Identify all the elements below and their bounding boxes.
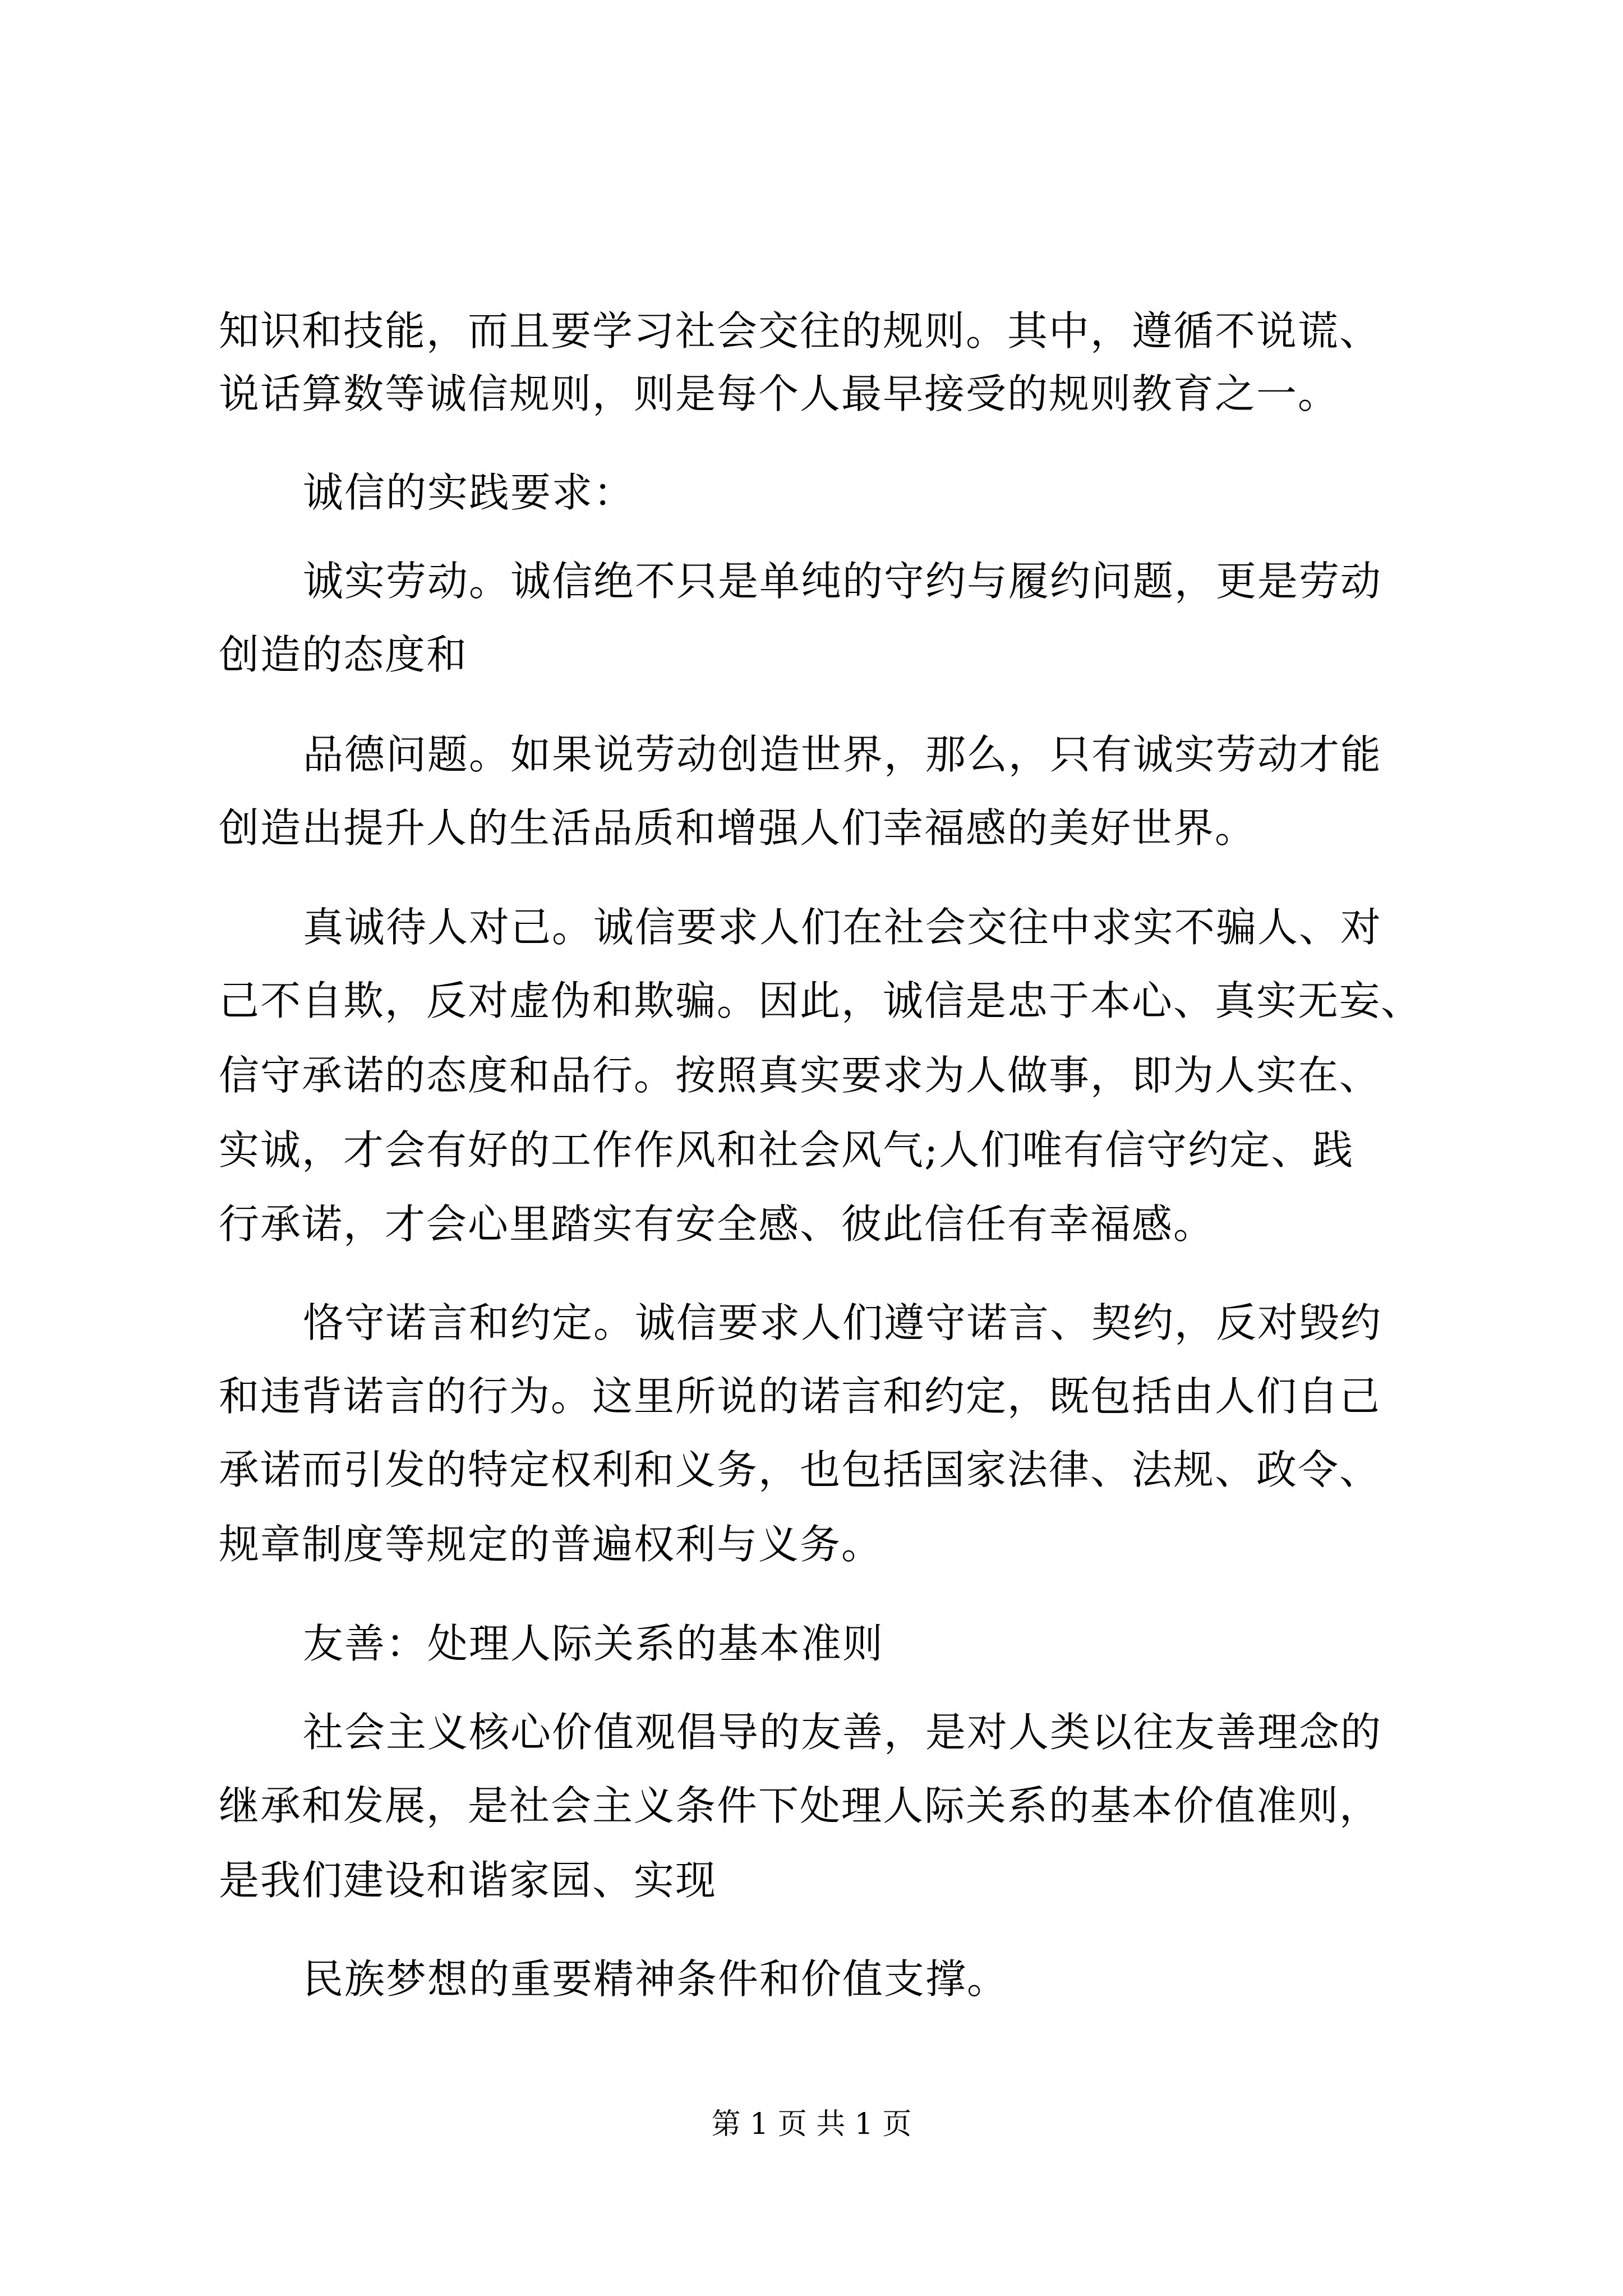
section-heading: 友善：处理人际关系的基本准则 — [303, 1620, 884, 1667]
text-line: 行承诺，才会心里踏实有安全感、彼此信任有幸福感。 — [219, 1200, 1215, 1248]
page-number-footer: 第 1 页 共 1 页 — [711, 2108, 912, 2141]
text-line: 和违背诺言的行为。这里所说的诺言和约定，既包括由人们自己 — [219, 1373, 1381, 1420]
text-line: 实诚，才会有好的工作作风和社会风气;人们唯有信守约定、践 — [219, 1126, 1354, 1174]
text-line: 创造出提升人的生活品质和增强人们幸福感的美好世界。 — [219, 804, 1257, 852]
text-line: 创造的态度和 — [219, 631, 468, 678]
text-line: 继承和发展，是社会主义条件下处理人际关系的基本价值准则， — [219, 1782, 1381, 1829]
paragraph-line: 真诚待人对己。诚信要求人们在社会交往中求实不骗人、对 — [303, 904, 1382, 951]
text-line: 说话算数等诚信规则，则是每个人最早接受的规则教育之一。 — [219, 370, 1340, 417]
text-line: 承诺而引发的特定权利和义务，也包括国家法律、法规、政令、 — [219, 1446, 1381, 1493]
text-line: 是我们建设和谐家园、实现 — [219, 1857, 717, 1904]
text-line: 知识和技能，而且要学习社会交往的规则。其中，遵循不说谎、 — [219, 307, 1381, 355]
paragraph-line: 诚实劳动。诚信绝不只是单纯的守约与履约问题，更是劳动 — [303, 558, 1382, 605]
text-line: 己不自欺，反对虚伪和欺骗。因此，诚信是忠于本心、真实无妄、 — [219, 977, 1423, 1024]
paragraph-line: 恪守诺言和约定。诚信要求人们遵守诺言、契约，反对毁约 — [303, 1299, 1382, 1346]
paragraph-line: 民族梦想的重要精神条件和价值支撑。 — [303, 1955, 1009, 2003]
section-heading: 诚信的实践要求： — [303, 469, 635, 516]
text-line: 规章制度等规定的普遍权利与义务。 — [219, 1521, 883, 1568]
text-line: 信守承诺的态度和品行。按照真实要求为人做事，即为人实在、 — [219, 1052, 1381, 1099]
paragraph-line: 品德问题。如果说劳动创造世界，那么，只有诚实劳动才能 — [303, 731, 1382, 778]
paragraph-line: 社会主义核心价值观倡导的友善，是对人类以往友善理念的 — [303, 1709, 1382, 1756]
